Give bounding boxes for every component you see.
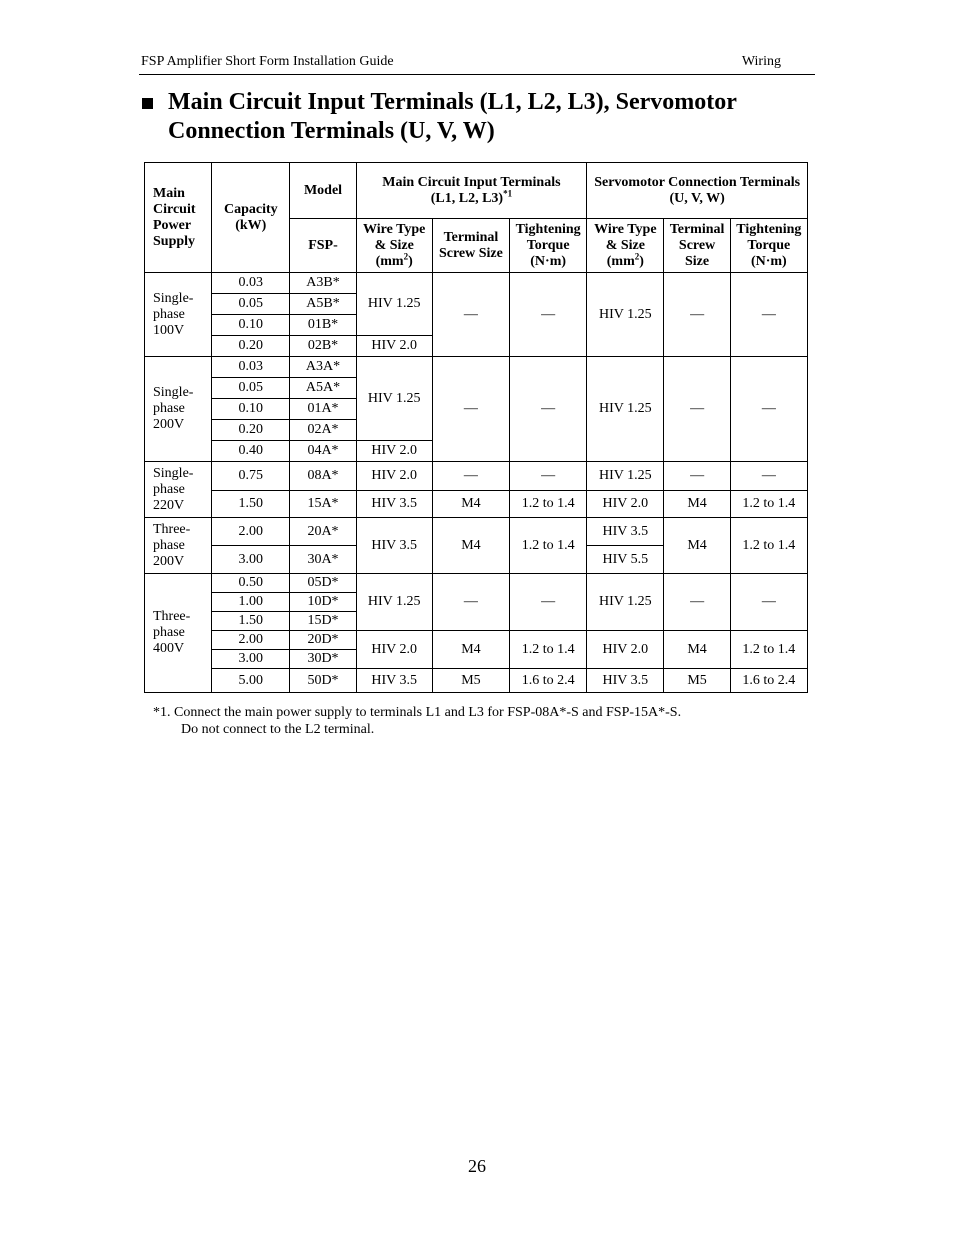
screw-cell: M4 (664, 518, 730, 574)
capacity-cell: 0.05 (212, 294, 290, 315)
capacity-cell: 0.03 (212, 357, 290, 378)
capacity-cell: 0.20 (212, 420, 290, 441)
wire-cell: HIV 2.0 (587, 491, 664, 518)
capacity-cell: 1.50 (212, 612, 290, 631)
header-screw-main: Terminal Screw Size (432, 219, 509, 273)
wire-cell: HIV 3.5 (356, 669, 432, 693)
header-servo (587, 163, 808, 219)
model-cell: A5A* (290, 378, 356, 399)
footnote-ref: *1 (503, 187, 513, 198)
capacity-cell: 0.03 (212, 273, 290, 294)
dash-cell: — (510, 574, 587, 631)
torque-cell: 1.2 to 1.4 (510, 491, 587, 518)
torque-cell: 1.2 to 1.4 (730, 491, 807, 518)
model-cell: A5B* (290, 294, 356, 315)
screw-cell: M4 (432, 491, 509, 518)
capacity-cell: 1.00 (212, 593, 290, 612)
screw-cell: M4 (432, 518, 509, 574)
wire-end: ) (639, 253, 644, 269)
wire-label: Wire Type & Size (mm (363, 221, 426, 269)
wire-cell: HIV 2.0 (356, 462, 432, 491)
wire-cell: HIV 1.25 (356, 357, 432, 441)
torque-cell: 1.2 to 1.4 (510, 518, 587, 574)
model-cell: 01A* (290, 399, 356, 420)
group-label: Single-phase 220V (145, 462, 212, 518)
model-cell: 20D* (290, 631, 356, 650)
wire-end: ) (408, 253, 413, 269)
model-cell: 30A* (290, 546, 356, 574)
dash-cell: — (510, 462, 587, 491)
header-model-prefix: FSP- (290, 219, 356, 273)
page-number: 26 (468, 1156, 486, 1176)
model-cell: 01B* (290, 315, 356, 336)
model-cell: A3A* (290, 357, 356, 378)
dash-cell: — (432, 357, 509, 462)
capacity-cell: 0.10 (212, 315, 290, 336)
dash-cell: — (510, 357, 587, 462)
screw-cell: M5 (432, 669, 509, 693)
heading-text: Main Circuit Input Terminals (L1, L2, L3), Servomotor Connection Terminals (U, V, W) (168, 89, 737, 144)
section-name: Wiring (741, 54, 781, 69)
capacity-cell: 0.50 (212, 574, 290, 593)
model-cell: 02B* (290, 336, 356, 357)
torque-cell: 1.2 to 1.4 (730, 631, 807, 669)
capacity-cell: 2.00 (212, 518, 290, 546)
header-main-input-sub: (L1, L2, L3) (430, 190, 504, 206)
header-main-input (356, 163, 587, 219)
wire-cell: HIV 2.0 (587, 631, 664, 669)
capacity-cell: 0.05 (212, 378, 290, 399)
model-cell: 04A* (290, 441, 356, 462)
model-cell: 15D* (290, 612, 356, 631)
screw-cell: M4 (432, 631, 509, 669)
page-header (139, 54, 815, 75)
model-cell: 50D* (290, 669, 356, 693)
capacity-cell: 5.00 (212, 669, 290, 693)
dash-cell: — (432, 273, 509, 357)
header-wire-main (356, 219, 432, 273)
wire-cell: HIV 2.0 (356, 441, 432, 462)
capacity-cell: 2.00 (212, 631, 290, 650)
capacity-cell: 0.40 (212, 441, 290, 462)
header-wire-servo (587, 219, 664, 273)
capacity-cell: 0.20 (212, 336, 290, 357)
model-cell: 05D* (290, 574, 356, 593)
wire-cell: HIV 1.25 (587, 357, 664, 462)
footnote (153, 704, 681, 738)
capacity-cell: 1.50 (212, 491, 290, 518)
capacity-cell: 0.10 (212, 399, 290, 420)
model-cell: A3B* (290, 273, 356, 294)
square-bullet-icon (142, 98, 153, 109)
torque-cell: 1.2 to 1.4 (730, 518, 807, 574)
capacity-cell: 3.00 (212, 546, 290, 574)
dash-cell: — (664, 357, 730, 462)
wire-cell: HIV 1.25 (587, 462, 664, 491)
group-label: Single-phase 100V (145, 273, 212, 357)
dash-cell: — (510, 273, 587, 357)
screw-cell: M5 (664, 669, 730, 693)
dash-cell: — (664, 462, 730, 491)
group-label: Three-phase 400V (145, 574, 212, 693)
dash-cell: — (664, 273, 730, 357)
dash-cell: — (730, 574, 807, 631)
wire-sup: 2 (403, 250, 409, 261)
dash-cell: — (730, 462, 807, 491)
header-servo-label: Servomotor Connection Terminals (594, 174, 801, 190)
model-cell: 20A* (290, 518, 356, 546)
model-cell: 15A* (290, 491, 356, 518)
group-label: Single-phase 200V (145, 357, 212, 462)
header-model: Model (290, 163, 356, 219)
dash-cell: — (664, 574, 730, 631)
screw-cell: M4 (664, 631, 730, 669)
header-main-input-label: Main Circuit Input Terminals (382, 174, 561, 190)
header-screw-servo: Terminal Screw Size (664, 219, 730, 273)
dash-cell: — (730, 273, 807, 357)
wire-cell: HIV 1.25 (587, 273, 664, 357)
wire-cell: HIV 3.5 (356, 491, 432, 518)
wire-cell: HIV 1.25 (356, 273, 432, 336)
model-cell: 02A* (290, 420, 356, 441)
wire-cell: HIV 3.5 (587, 518, 664, 546)
capacity-cell: 3.00 (212, 650, 290, 669)
wire-cell: HIV 1.25 (356, 574, 432, 631)
dash-cell: — (432, 574, 509, 631)
screw-cell: M4 (664, 491, 730, 518)
footnote-line-2: Do not connect to the L2 terminal. (181, 722, 375, 737)
wire-cell: HIV 2.0 (356, 336, 432, 357)
dash-cell: — (730, 357, 807, 462)
wire-cell: HIV 3.5 (356, 518, 432, 574)
footnote-line-1: *1. Connect the main power supply to terminals L1 and L3 for FSP-08A*-S and FSP-15A*-S. (153, 705, 682, 720)
wire-sup: 2 (634, 250, 640, 261)
torque-cell: 1.2 to 1.4 (510, 631, 587, 669)
header-power-supply: Main Circuit Power Supply (145, 163, 212, 273)
header-torque-main: Tightening Torque (N·m) (510, 219, 587, 273)
model-cell: 10D* (290, 593, 356, 612)
header-torque-servo: Tightening Torque (N·m) (730, 219, 807, 273)
group-label: Three-phase 200V (145, 518, 212, 574)
capacity-cell: 0.75 (212, 462, 290, 491)
document-title: FSP Amplifier Short Form Installation Guide (141, 54, 394, 69)
wire-label: Wire Type & Size (mm (594, 221, 657, 269)
torque-cell: 1.6 to 2.4 (730, 669, 807, 693)
wire-cell: HIV 3.5 (587, 669, 664, 693)
model-cell: 30D* (290, 650, 356, 669)
model-cell: 08A* (290, 462, 356, 491)
wire-cell: HIV 1.25 (587, 574, 664, 631)
wiring-table (144, 162, 808, 693)
dash-cell: — (432, 462, 509, 491)
header-servo-sub: (U, V, W) (669, 190, 725, 206)
wire-cell: HIV 5.5 (587, 546, 664, 574)
torque-cell: 1.6 to 2.4 (510, 669, 587, 693)
header-capacity: Capacity (kW) (212, 163, 290, 273)
wire-cell: HIV 2.0 (356, 631, 432, 669)
